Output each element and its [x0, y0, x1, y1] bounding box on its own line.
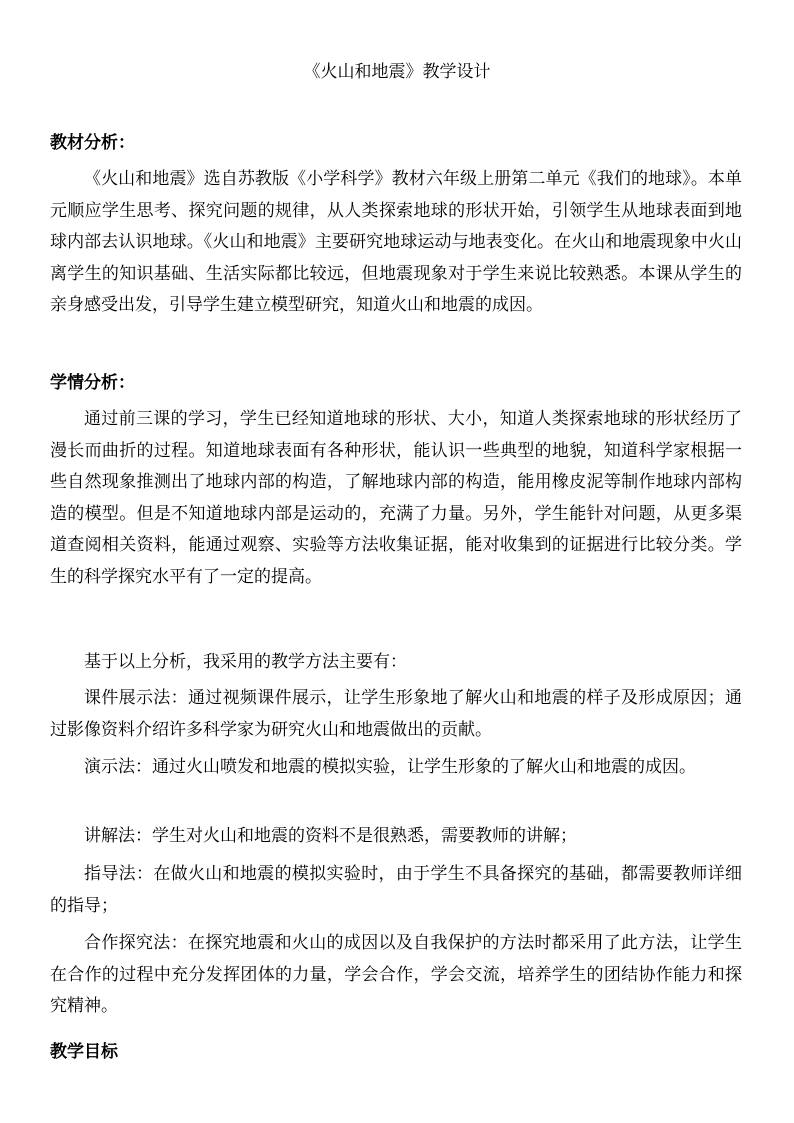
paragraph-method-lecture: 讲解法：学生对火山和地震的资料不是很熟悉，需要教师的讲解；: [84, 826, 577, 846]
paragraph-methods-intro: 基于以上分析，我采用的教学方法主要有：: [84, 652, 407, 672]
paragraph-method-cooperative: 合作探究法：在探究地震和火山的成因以及自我保护的方法时都采用了此方法，让学生在合作的过程中充分发挥团体的力量，学会合作，学会交流，培养学生的团结协作能力和探究精神。: [50, 933, 742, 1017]
paragraph-textbook-analysis: 《火山和地震》选自苏教版《小学科学》教材六年级上册第二单元《我们的地球》。本单元顺应学生思考、探究问题的规律，从人类探索地球的形状开始，引领学生从地球表面到地球内部去认识地球。《火山和地震》主要研究地球运动与地表变化。在火山和地震现象中火山离学生的知识基础、生活实际都比较远，但地震现象对于学生来说比较熟悉。本课从学生的亲身感受出发，引导学生建立模型研究，知道火山和地震的成因。: [50, 169, 742, 316]
paragraph-method-courseware: 课件展示法：通过视频课件展示，让学生形象地了解火山和地震的样子及形成原因；通过影像资料介绍许多科学家为研究火山和地震做出的贡献。: [50, 688, 742, 740]
section-heading-textbook-analysis: 教材分析：: [50, 133, 135, 153]
section-heading-student-analysis: 学情分析：: [50, 373, 135, 393]
section-heading-teaching-objectives: 教学目标: [50, 1042, 118, 1062]
document-title: 《火山和地震》教学设计: [303, 62, 491, 82]
paragraph-student-analysis: 通过前三课的学习，学生已经知道地球的形状、大小，知道人类探索地球的形状经历了漫长而曲折的过程。知道地球表面有各种形状，能认识一些典型的地貌，知道科学家根据一些自然现象推测出了地球内部的构造，了解地球内部的构造，能用橡皮泥等制作地球内部构造的模型。但是不知道地球内部是运动的，充满了力量。另外，学生能针对问题，从更多渠道查阅相关资料，能通过观察、实验等方法收集证据，能对收集到的证据进行比较分类。学生的科学探究水平有了一定的提高。: [50, 409, 742, 587]
paragraph-method-demonstration: 演示法：通过火山喷发和地震的模拟实验，让学生形象的了解火山和地震的成因。: [84, 757, 696, 777]
paragraph-method-guidance: 指导法：在做火山和地震的模拟实验时，由于学生不具备探究的基础，都需要教师详细的指导；: [50, 864, 742, 916]
